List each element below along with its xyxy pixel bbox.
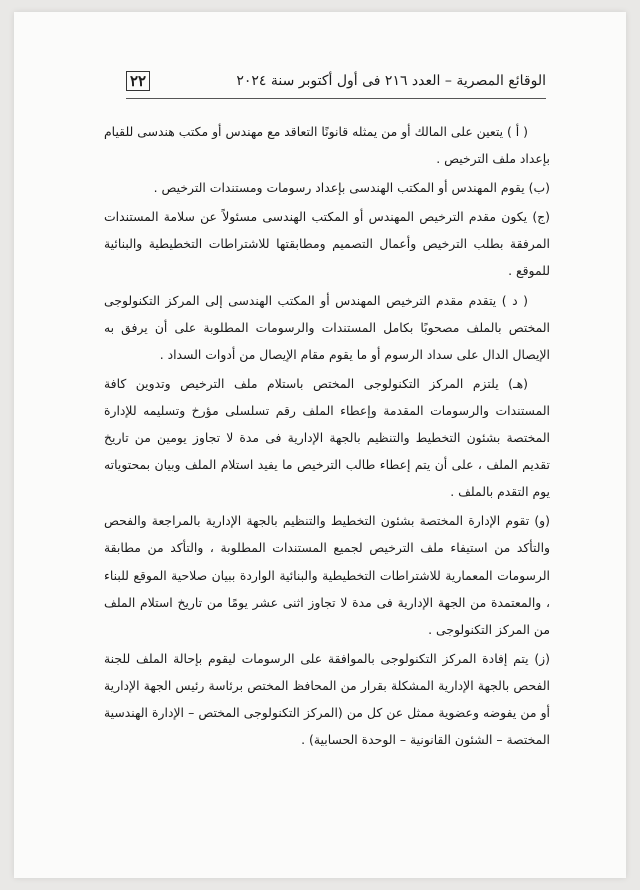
paragraph-text: (ز) يتم إفادة المركز التكنولوجى بالموافقة على الرسومات ليقوم بإحالة الملف للجنة الفحص بالجهة الإدارية المشكلة بقرار من المحافظ المختص برئاسة رئيس الجهة الإدارية أو من يفوضه وعضوية ممثل عن كل من (المركز التكنولوجى المختص – الإدارة الهندسية المختصة – الشئون القانونية – الوحدة الحسابية) . — [104, 650, 550, 748]
paragraph-e — [104, 370, 550, 505]
paragraph-b — [104, 174, 550, 201]
paragraph-a — [104, 118, 550, 172]
paragraph-g — [104, 645, 550, 753]
paragraph-text: (ج) يكون مقدم الترخيص المهندس أو المكتب الهندسى مسئولاً عن سلامة المستندات المرفقة بطلب الترخيص وأعمال التصميم ومطابقتها للاشتراطات التخطيطية والبنائية للموقع . — [104, 209, 550, 279]
paragraph-d — [104, 287, 550, 368]
paragraph-text: (و) تقوم الإدارة المختصة بشئون التخطيط والتنظيم بالجهة الإدارية بالمراجعة والفحص والتأكد من استيفاء ملف الترخيص لجميع المستندات المطلوبة ، والتأكد من مطابقة الرسومات المعمارية للاشتراطات التخطيطية والبنائية الواردة ببيان صلاحية الموقع للبناء ، والمعتمدة من الجهة الإدارية فى مدة لا تجاوز اثنى عشر يومًا من تاريخ استلام الملف من المركز التكنولوجى . — [104, 513, 550, 637]
header-title: الوقائع المصرية – العدد ٢١٦ فى أول أكتوبر سنة ٢٠٢٤ — [236, 73, 546, 89]
page-header — [126, 66, 546, 96]
header-rule — [126, 98, 546, 99]
paragraph-text: (ب) يقوم المهندس أو المكتب الهندسى بإعداد رسومات ومستندات الترخيص . — [153, 180, 550, 196]
paragraph-c — [104, 203, 550, 284]
page-number: ٢٢ — [126, 71, 150, 91]
paragraph-text: ( أ ) يتعين على المالك أو من يمثله قانونًا التعاقد مع مهندس أو مكتب هندسى للقيام بإعداد ملف الترخيص . — [104, 124, 550, 167]
paragraph-text: (هـ) يلتزم المركز التكنولوجى المختص باستلام ملف الترخيص وتدوين كافة المستندات والرسومات المقدمة وإعطاء الملف رقم تسلسلى مؤرخ وتسليمه للإدارة المختصة بشئون التخطيط والتنظيم بالجهة الإدارية فى مدة لا تجاوز يومين من تاريخ تقديم الملف ، على أن يتم إعطاء طالب الترخيص ما يفيد استلام الملف وبيان بمحتوياته يوم التقدم بالملف . — [104, 375, 550, 500]
paragraph-f — [104, 507, 550, 642]
document-body — [104, 118, 550, 755]
paragraph-text: ( د ) يتقدم مقدم الترخيص المهندس أو المكتب الهندسى إلى المركز التكنولوجى المختص بالملف مصحوبًا بكامل المستندات والرسومات المطلوبة على أن يرفق به الإيصال الدال على سداد الرسوم أو ما يقوم مقام الإيصال من أدوات السداد . — [104, 292, 550, 362]
